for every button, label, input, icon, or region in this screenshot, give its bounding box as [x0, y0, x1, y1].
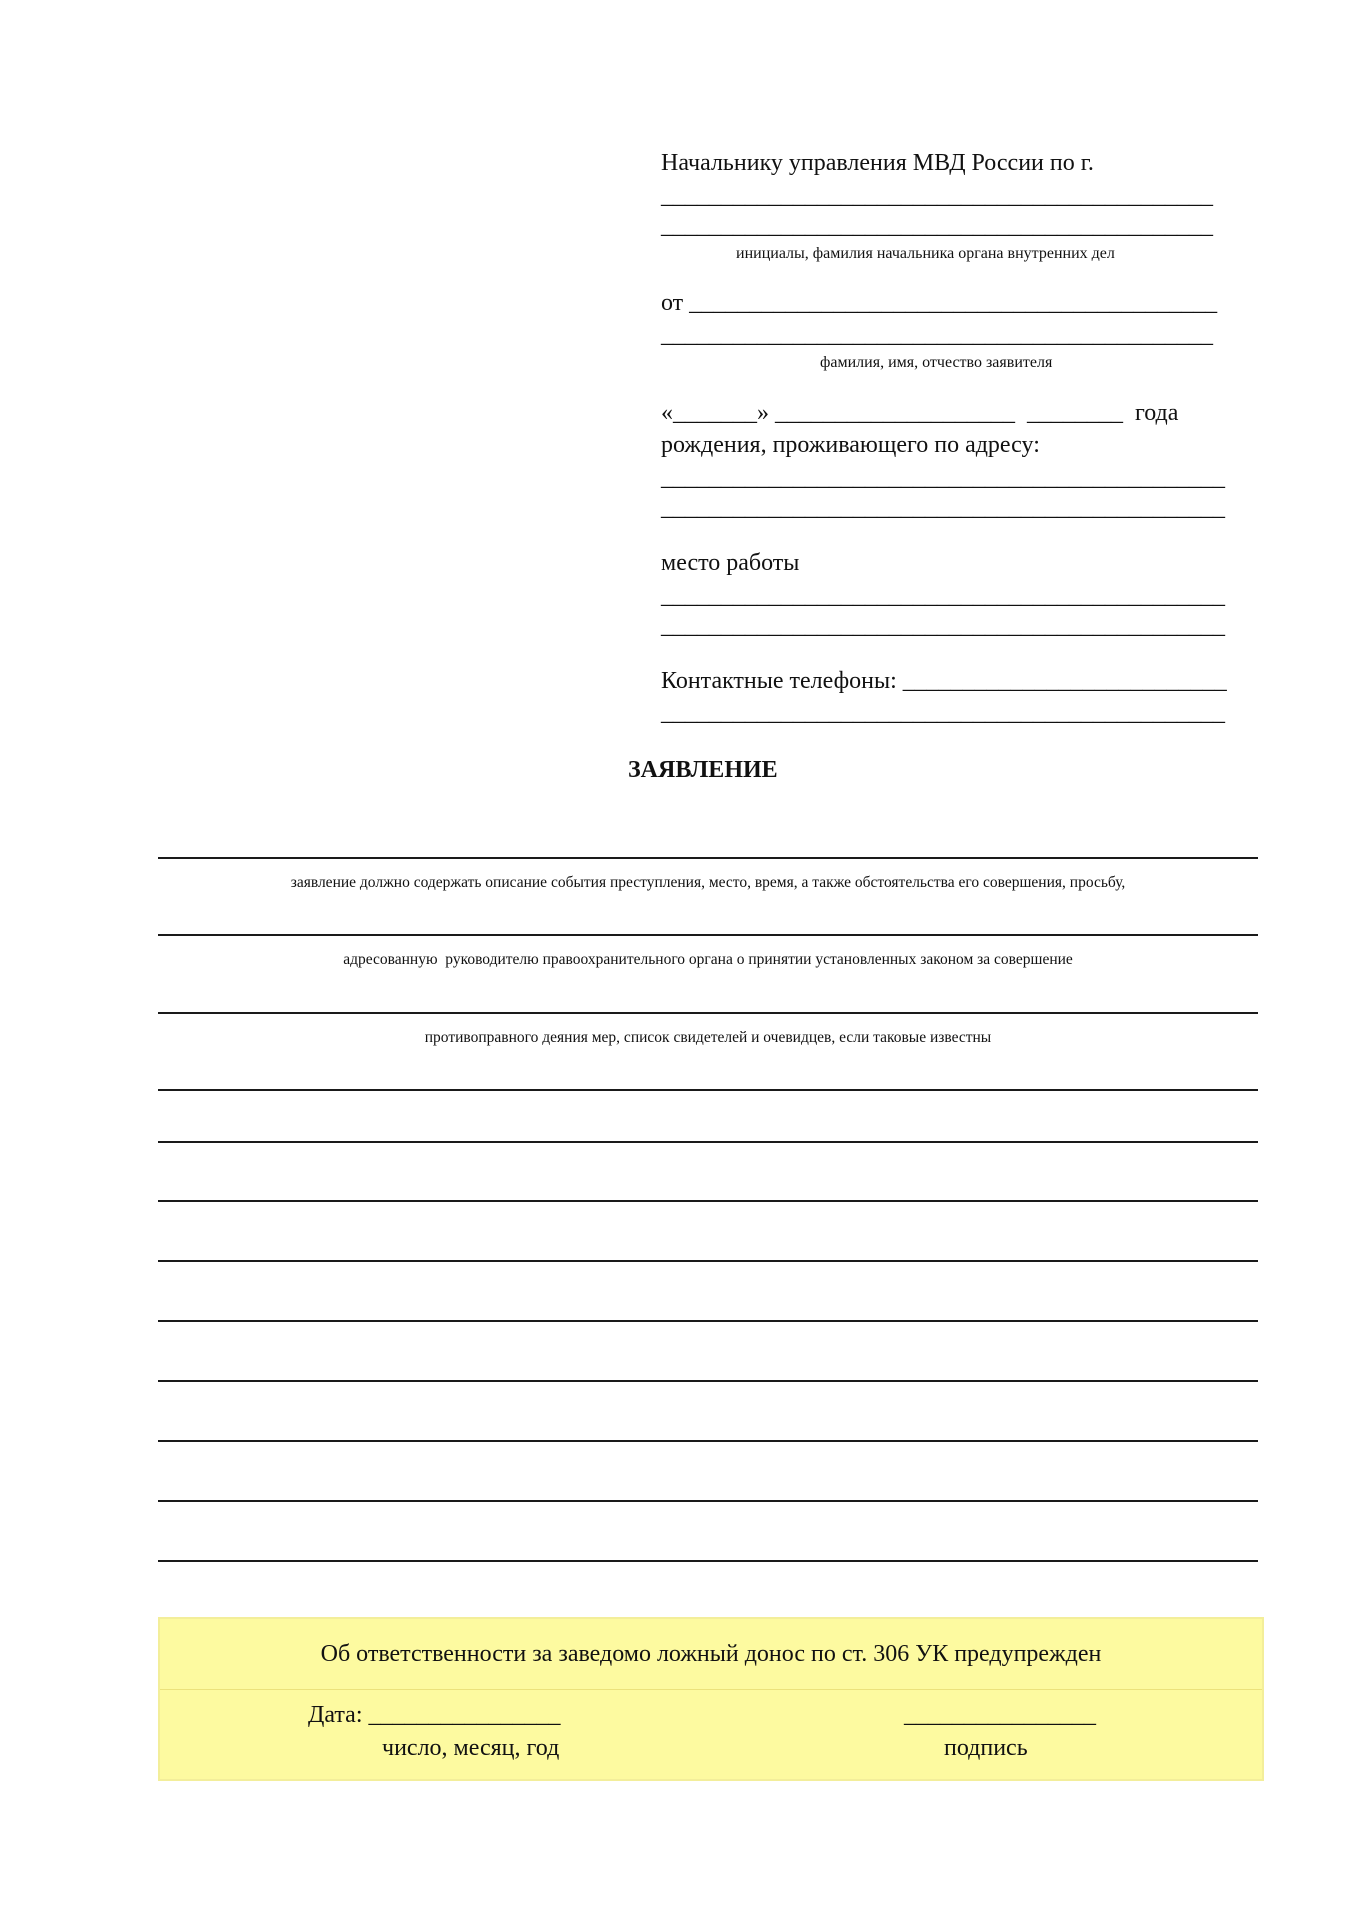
statement-line[interactable] [158, 1440, 1258, 1442]
chief-name-field-1[interactable]: ______________________________________________ [661, 183, 1213, 209]
statement-line[interactable] [158, 1012, 1258, 1014]
liability-warning: Об ответственности за заведомо ложный донос по ст. 306 УК предупрежден [160, 1619, 1262, 1690]
workplace-field-2[interactable]: _______________________________________________ [661, 613, 1225, 639]
applicant-name-caption: фамилия, имя, отчество заявителя [820, 354, 1053, 371]
workplace-label: место работы [661, 550, 800, 576]
statement-line[interactable] [158, 1200, 1258, 1202]
statement-line[interactable] [158, 934, 1258, 936]
statement-line[interactable] [158, 1260, 1258, 1262]
applicant-name-field-2[interactable]: ______________________________________________ [661, 322, 1213, 348]
statement-line[interactable] [158, 857, 1258, 859]
liability-notice [158, 1617, 1264, 1781]
date-field[interactable]: Дата: ________________ [308, 1702, 561, 1728]
statement-hint-1: заявление должно содержать описание события преступления, место, время, а также обстоятельства его совершения, просьбу, [290, 874, 1126, 891]
signature-caption: подпись [944, 1735, 1028, 1761]
document-title: ЗАЯВЛЕНИЕ [628, 757, 778, 783]
statement-line[interactable] [158, 1320, 1258, 1322]
statement-line[interactable] [158, 1141, 1258, 1143]
statement-hint-2: адресованную руководителю правоохранительного органа о принятии установленных законом за совершение [343, 951, 1073, 968]
address-field-2[interactable]: _______________________________________________ [661, 495, 1225, 521]
birth-date-field[interactable]: «_______» ____________________ ________ года [661, 400, 1179, 426]
chief-name-field-2[interactable]: ______________________________________________ [661, 213, 1213, 239]
statement-line[interactable] [158, 1380, 1258, 1382]
address-label: рождения, проживающего по адресу: [661, 432, 1040, 458]
chief-name-caption: инициалы, фамилия начальника органа внутренних дел [736, 245, 1115, 262]
statement-line[interactable] [158, 1560, 1258, 1562]
workplace-field-1[interactable]: _______________________________________________ [661, 583, 1225, 609]
date-caption: число, месяц, год [382, 1735, 560, 1761]
applicant-name-field-1[interactable]: от ____________________________________________ [661, 290, 1218, 316]
address-field-1[interactable]: _______________________________________________ [661, 465, 1225, 491]
addressee-line: Начальнику управления МВД России по г. [661, 150, 1094, 176]
statement-line[interactable] [158, 1089, 1258, 1091]
phone-field-1[interactable]: Контактные телефоны: ___________________________ [661, 668, 1227, 694]
signature-field[interactable]: ________________ [904, 1702, 1096, 1728]
statement-line[interactable] [158, 1500, 1258, 1502]
statement-hint-3: противоправного деяния мер, список свидетелей и очевидцев, если таковые известны [424, 1029, 992, 1046]
phone-field-2[interactable]: _______________________________________________ [661, 700, 1225, 726]
